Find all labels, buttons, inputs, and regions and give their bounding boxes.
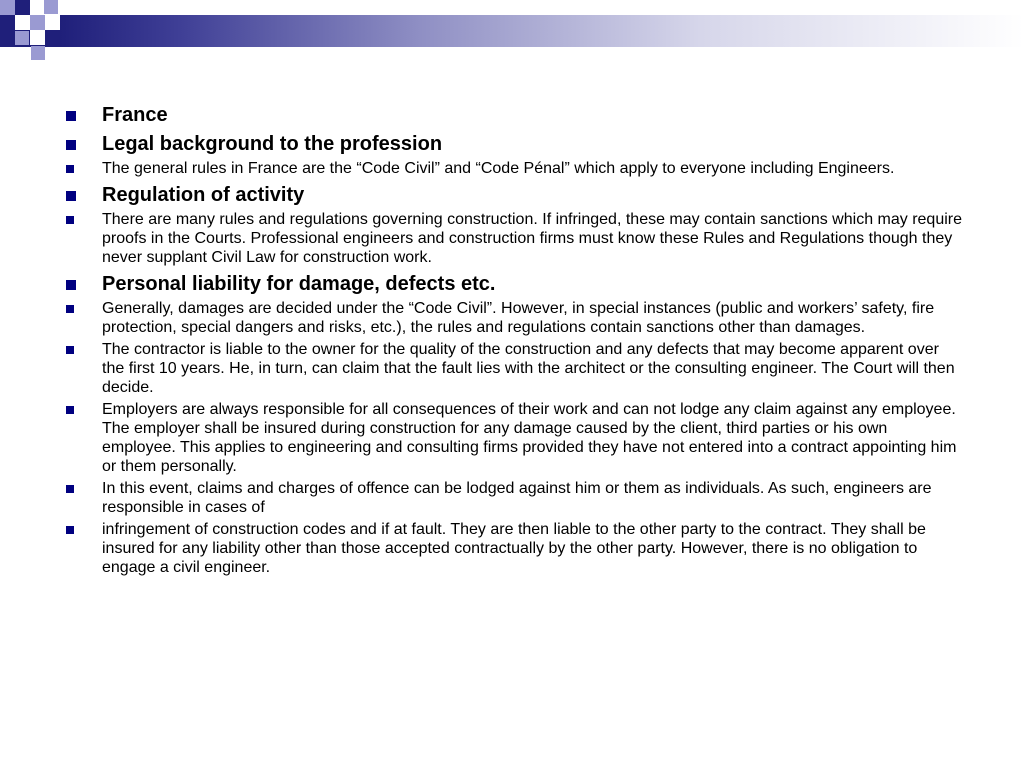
square-bullet-icon — [66, 346, 74, 354]
square-bullet-icon — [66, 111, 76, 121]
decor-square — [15, 15, 30, 30]
square-bullet-icon — [66, 280, 76, 290]
square-bullet-icon — [66, 406, 74, 414]
decor-square — [31, 46, 45, 60]
list-item — [64, 159, 964, 178]
list-item — [64, 400, 964, 476]
list-item — [64, 103, 964, 127]
bullet-list — [64, 103, 964, 577]
list-item — [64, 479, 964, 517]
decor-square — [30, 30, 45, 45]
list-item-text: Legal background to the profession — [102, 133, 443, 155]
list-item — [64, 132, 964, 156]
square-bullet-icon — [66, 526, 74, 534]
decor-square — [30, 15, 45, 30]
list-item-text: The contractor is liable to the owner for the quality of the construction and any defects that may become apparent over the first 10 years. He, in turn, can claim that the fault lies with the architect or the consulting engineer. The Court will then decide. — [102, 341, 955, 396]
square-bullet-icon — [66, 305, 74, 313]
decor-square — [45, 15, 60, 30]
list-item-text: There are many rules and regulations governing construction. If infringed, these may contain sanctions which may require proofs in the Courts. Professional engineers and construction firms must know these Rules and Regulations though they never supplant Civil Law for construction work. — [102, 211, 963, 266]
decor-square — [15, 0, 30, 15]
list-item — [64, 272, 964, 296]
list-item-text: Personal liability for damage, defects etc. — [102, 273, 496, 295]
list-item — [64, 520, 964, 577]
header-gradient-bar — [0, 15, 1024, 47]
list-item-text: France — [102, 104, 168, 126]
square-bullet-icon — [66, 216, 74, 224]
list-item — [64, 299, 964, 337]
square-bullet-icon — [66, 485, 74, 493]
list-item — [64, 340, 964, 397]
list-item-text: infringement of construction codes and if at fault. They are then liable to the other party to the contract. They shall be insured for any liability other than those accepted contractually by the other party. However, there is no obligation to engage a civil engineer. — [102, 521, 926, 576]
list-item — [64, 210, 964, 267]
list-item-text: Regulation of activity — [102, 184, 305, 206]
square-bullet-icon — [66, 140, 76, 150]
list-item-text: Employers are always responsible for all consequences of their work and can not lodge any claim against any employee. The employer shall be insured during construction for any damage caused by the client, third parties or his own employee. This applies to engineering and consulting firms provided they have not entered into a contract appointing him or them personally. — [102, 401, 957, 475]
square-bullet-icon — [66, 191, 76, 201]
list-item-text: Generally, damages are decided under the “Code Civil”. However, in special instances (public and workers’ safety, fire protection, special dangers and risks, etc.), the rules and regulations contain sanctions other than damages. — [102, 300, 935, 336]
square-bullet-icon — [66, 165, 74, 173]
decor-square — [15, 31, 29, 45]
list-item-text: The general rules in France are the “Code Civil” and “Code Pénal” which apply to everyone including Engineers. — [102, 160, 895, 177]
list-item — [64, 183, 964, 207]
list-item-text: In this event, claims and charges of offence can be lodged against him or them as individuals. As such, engineers are responsible in cases of — [102, 480, 932, 516]
decor-square — [44, 0, 58, 14]
decor-square — [0, 0, 15, 15]
